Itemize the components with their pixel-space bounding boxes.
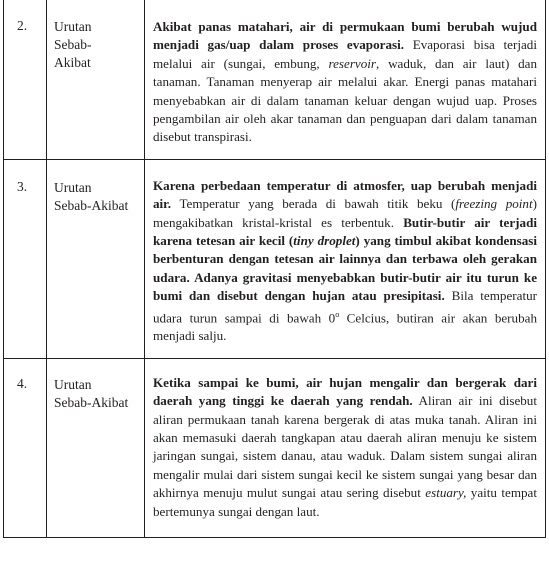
row-number: 3. xyxy=(4,159,47,358)
text-structure-type: Urutan Sebab-Akibat xyxy=(47,358,145,537)
row-number: 2. xyxy=(4,0,47,159)
table-row xyxy=(4,159,546,358)
text-structure-type: Urutan Sebab-Akibat xyxy=(47,159,145,358)
row-number: 4. xyxy=(4,358,47,537)
table-row xyxy=(4,358,546,537)
row-description: Akibat panas matahari, air di permukaan bumi berubah wujud menjadi gas/uap dalam proses evaporasi. Evaporasi bisa terjadi melalui air (sungai, embung, reservoir, waduk, dan air laut) dan tanaman. Tanaman menyerap air melalui akar. Energi panas matahari menyebabkan air di dalam tanaman keluar dengan wujud uap. Proses pengambilan air oleh akar tanaman dan penguapan dari dalam tanaman disebut transpirasi. xyxy=(145,0,546,159)
table-row xyxy=(4,0,546,159)
water-cycle-table xyxy=(3,0,546,538)
row-description: Karena perbedaan temperatur di atmosfer, uap berubah menjadi air. Temperatur yang berada di bawah titik beku (freezing point) mengakibatkan kristal-kristal es terbentuk. Butir-butir air terjadi karena tetesan air kecil (tiny droplet) yang timbul akibat kondensasi berbenturan dengan tetesan air lainnya dan terbawa oleh gerakan udara. Adanya gravitasi menyebabkan butir-butir air itu turun ke bumi dan disebut dengan hujan atau presipitasi. Bila temperatur udara turun sampai di bawah 0$^o$ Celcius, butiran air akan berubah menjadi salju. xyxy=(145,159,546,358)
row-description: Ketika sampai ke bumi, air hujan mengalir dan bergerak dari daerah yang tinggi ke daerah yang rendah. Aliran air ini disebut aliran permukaan tanah karena bergerak di atas muka tanah. Aliran ini akan memasuki daerah tangkapan atau daerah aliran menuju ke sistem jaringan sungai, sistem danau, atau waduk. Dalam sistem sungai aliran mengalir mulai dari sistem sungai kecil ke sistem sungai yang besar dan akhirnya menuju mulut sungai atau sering disebut estuary, yaitu tempat bertemunya sungai dengan laut. xyxy=(145,358,546,537)
text-structure-type: Urutan Sebab- Akibat xyxy=(47,0,145,159)
